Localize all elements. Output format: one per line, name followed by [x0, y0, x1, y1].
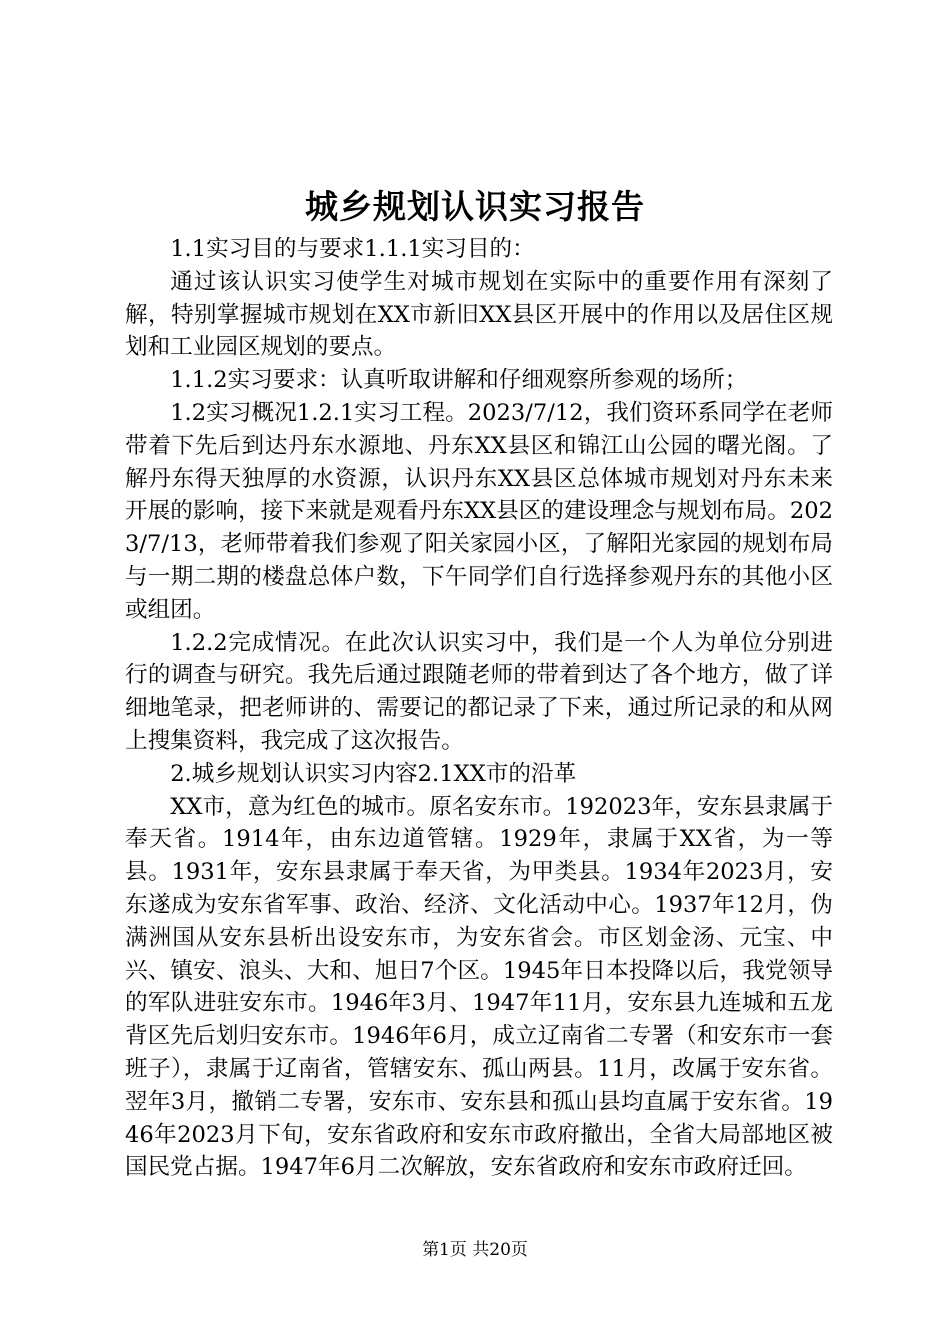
- document-body: [125, 233, 833, 1184]
- paragraph-purpose-heading: 1.1实习目的与要求1.1.1实习目的：: [170, 236, 535, 262]
- page-footer: 第1页 共20页: [422, 1240, 528, 1260]
- paragraph-requirements: 1.1.2实习要求：认真听取讲解和仔细观察所参观的场所；: [170, 367, 748, 394]
- paragraph-purpose: 通过该认识实习使学生对城市规划在实际中的重要作用有深刻了解，特别掌握城市规划在XX市新旧XX县区开展中的作用以及居住区规划和工业园区规划的要点。: [125, 268, 833, 361]
- paragraph-history: XX市，意为红色的城市。原名安东市。192023年，安东县隶属于奉天省。1914年，由东边道管辖。1929年，隶属于XX省，为一等县。1931年，安东县隶属于奉天省，为甲类县。1934年2023月，安东遂成为安东省军事、政治、经济、文化活动中心。1937年12月，伪满洲国从安东县析出设安东市，为安东省会。市区划金汤、元宝、中兴、镇安、浪头、大和、旭日7个区。1945年日本投降以后，我党领导的军队进驻安东市。1946年3月、1947年11月，安东县九连城和五龙背区先后划归安东市。1946年6月，成立辽南省二专署（和安东市一套班子），隶属于辽南省，管辖安东、孤山两县。11月，改属于安东省。翌年3月，撤销二专署，安东市、安东县和孤山县均直属于安东省。1946年2023月下旬，安东省政府和安东市政府撤出，全省大局部地区被国民党占据。1947年6月二次解放，安东省政府和安东市政府迁回。: [125, 793, 833, 1181]
- page-title: 城乡规划认识实习报告: [305, 187, 645, 226]
- paragraph-section-heading: 2.城乡规划认识实习内容2.1XX市的沿革: [170, 760, 577, 787]
- paragraph-overview: 1.2实习概况1.2.1实习工程。2023/7/12，我们资环系同学在老师带着下先后到达丹东水源地、丹东XX县区和锦江山公园的曙光阁。了解丹东得天独厚的水资源，认识丹东XX县区总体城市规划对丹东未来开展的影响，接下来就是观看丹东XX县区的建设理念与规划布局。2023/7/13，老师带着我们参观了阳关家园小区，了解阳光家园的规划布局与一期二期的楼盘总体户数，下午同学们自行选择参观丹东的其他小区或组团。: [125, 399, 833, 623]
- paragraph-completion: 1.2.2完成情况。在此次认识实习中，我们是一个人为单位分别进行的调查与研究。我先后通过跟随老师的带着到达了各个地方，做了详细地笔录，把老师讲的、需要记的都记录了下来，通过所记录的和从网上搜集资料，我完成了这次报告。: [125, 629, 833, 754]
